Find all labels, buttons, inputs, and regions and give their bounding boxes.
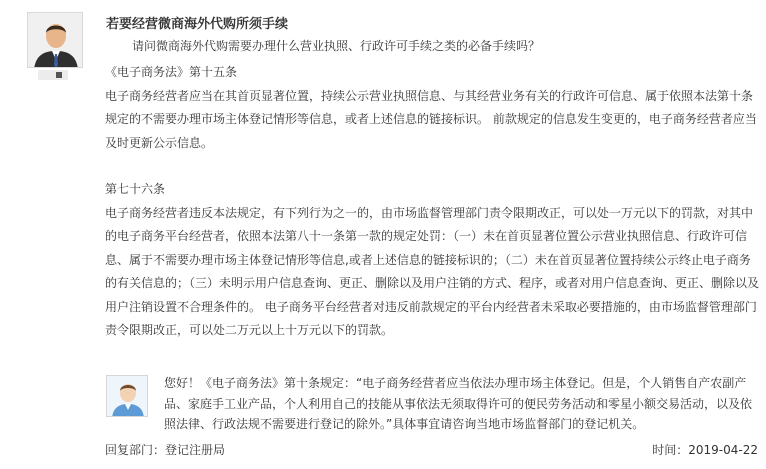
- article76-body: 电子商务经营者违反本法规定，有下列行为之一的，由市场监督管理部门责令限期改正，可以处一万元以下的罚款，对其中的电子商务平台经营者，依照本法第八十一条第一款的规定处罚：（一）未在首页显著位置公示营业执照信息、行政许可信息、属于不需要办理市场主体登记情形等信息,或者上述信息的链接标识的；（二）未在首页显著位置持续公示终止电子商务的有关信息的；（三）未明示用户信息查询、更正、删除以及用户注销的方式、程序，或者对用户信息查询、更正、删除以及用户注销设置不合理条件的。 电子商务平台经营者对违反前款规定的平台内经营者未采取必要措施的，由市场监督管理部门责令限期改正，可以处二万元以上十万元以下的罚款。: [105, 205, 760, 337]
- avatar-caption: [38, 70, 68, 80]
- reply-text: 您好！《电子商务法》第十条规定：“电子商务经营者应当依法办理市场主体登记。但是，个人销售自产农副产品、家庭手工业产品，个人利用自己的技能从事依法无须取得许可的便民劳务活动和零星小额交易活动，以及依照法律、行政法规不需要进行登记的除外。”具体事宜请咨询当地市场监督部门的登记机关。: [164, 376, 753, 431]
- asker-avatar-icon: [27, 12, 83, 68]
- article76-heading: 第七十六条: [105, 182, 166, 196]
- reply-department: 回复部门：登记注册局: [105, 443, 226, 457]
- article15-heading: 《电子商务法》第十五条: [105, 65, 238, 79]
- reply-time: 时间：2019-04-22: [652, 443, 758, 457]
- replier-avatar-icon: [106, 375, 148, 417]
- question-text: 请问微商海外代购需要办理什么营业执照、行政许可手续之类的必备手续吗？: [132, 39, 541, 53]
- question-title: 若要经营微商海外代购所须手续: [106, 17, 289, 32]
- article15-body: 电子商务经营者应当在其首页显著位置，持续公示营业执照信息、与其经营业务有关的行政许可信息、属于依照本法第十条规定的不需要办理市场主体登记情形等信息，或者上述信息的链接标识。 前款规定的信息发生变更的，电子商务经营者应当及时更新公示信息。: [105, 88, 757, 150]
- answer-body: [105, 61, 762, 343]
